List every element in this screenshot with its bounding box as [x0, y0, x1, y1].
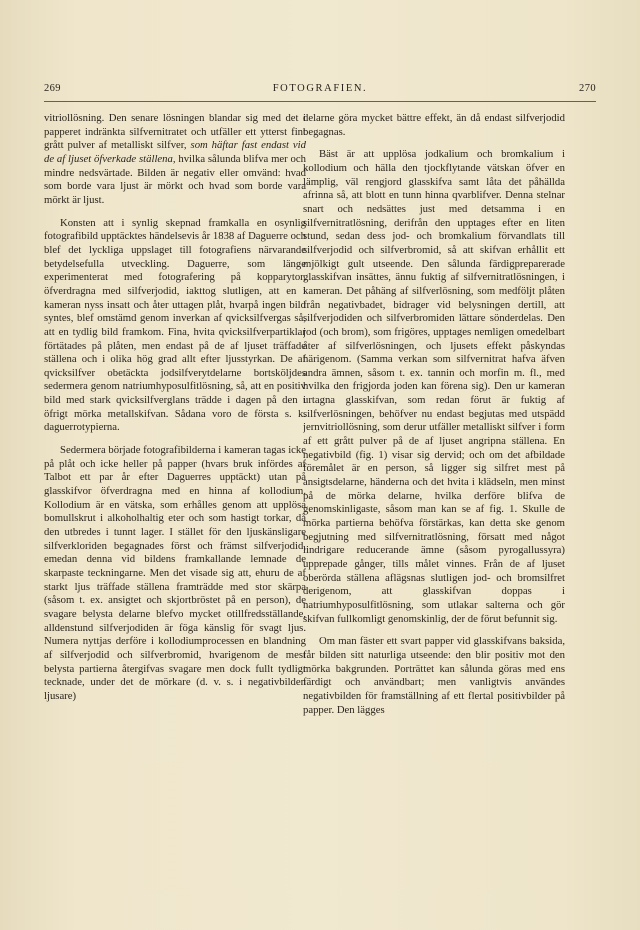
italic-phrase: som häftar fast endast vid de af ljuset öfverkade ställena, [44, 139, 306, 165]
paragraph: Sedermera började fotografibilderna i kameran tagas icke på plåt och icke heller på papper (hvars bruk infördes af Talbot ett par år efter Daguerres upptäckt) utan på glasskifvor öfverdragna med en hinna af kollodium. Kollodium är en vätska, som erhålles genom att upplösa bomullskrut i alkoholhaltig eter och som hastigt torkar, då den utbredes i tunnt lager. I stället för den ljuskänsligare silfverkloriden begagnades först och främst silfverjodid, emedan denna vid bildens framkallande lemnade de skarpaste teckningarne. Men det visade sig att, ehuru de af starkt ljus träffade ställena framträdde med stor skärpa (såsom t. ex. ansigtet och skjortbröstet på en person), de svagare belysta delarne blefvo mycket otillfredsställande, alldenstund silfverjodiden är föga känslig för svagt ljus. Numera nyttjas derföre i kollodiumprocessen en blandning af silfverjodid och silfverbromid, hvarigenom de mest belysta partierna återgifvas svagare men dock fullt tydligt tecknade, under det de mörkare (d. v. s. i negativbilden ljusare) [44, 444, 306, 702]
right-column [303, 112, 565, 902]
paragraph-text: hvilka sålunda blifva mer och mindre nedsvärtade. Bilden är negativ eller omvänd: hvad som borde vara ljust är mörkt och hvad som borde vara mörkt är ljust. [44, 152, 306, 206]
page-number-left: 269 [44, 83, 61, 94]
header-rule [44, 101, 596, 102]
left-column [44, 112, 306, 902]
paragraph [44, 112, 306, 208]
paragraph: Bäst är att upplösa jodkalium och bromkalium i kollodium och hälla den tjockflytande vätskan öfver en lämplig, väl rengjord glasskifva samt låta det påhällda afrinna så, att blott en tunn hinna qvarblifver. Denna stelnar snart och nedsättes just med detsamma i en silfvernitratlösning, derifrån den upptages efter en liten stund, sedan dess jod- och bromkalium förvandlats till silfverjodid och silfverbromid, så att skifvan erhållit ett mjölkigt gult utseende. Den sålunda färdigpreparerade glasskifvan insättes, ännu fuktig af silfvernitratlösningen, i kameran. Det påhäng af silfverlösning, som medföljt plåten från negativbadet, bidrager vid belysningen dertill, att silfverjodiden och silfverbromiden lättare sönderdelas. Den jod (och brom), som frigöres, upptages nemligen omedelbart åter af silfverlösningen, och ljusets effekt påskyndas härigenom. (Samma verkan som silfvernitrat hafva äfven andra ämnen, såsom t. ex. tannin och morfin m. fl., med hvilka den frigjorda joden kan förena sig). Den ur kameran urtagna glasskifvan, som redan förut är fuktig af silfverlösningen, behöfver nu endast begjutas med utspädd jernvitriollösning, som derur utfäller metalliskt silfver i form af ett grått pulver på de af ljuset angripna ställena. En negativbild (fig. 1) visar sig dervid; och om det afbildade föremålet är en person, så ligger sig silfret mest på ansigtsdelarne, händerna och det hvita i klädseln, men minst på de mörka delarne, hvilka derföre blifva de genomskinligaste, såsom man kan se af fig. 1. Skulle de mörka partierna behöfva förstärkas, kan detta ske genom begjutning med silfvernitratlösning, försatt med något lindrigare reducerande ämne (såsom pyrogallussyra) upprepade gånger, tills målet vinnes. Från de af ljuset oberörda ställena aflägsnas slutligen jod- och bromsilfret derigenom, att glasskifvan doppas i natriumhyposulfitlösning, som utlakar salterna och gör skifvan fullkomligt genomskinlig, der de förut befunnit sig. [303, 148, 565, 625]
page-number-right: 270 [579, 83, 596, 94]
paragraph: Om man fäster ett svart papper vid glasskifvans baksida, får bilden sitt naturliga utseende: den blir positiv mot den mörka bakgrunden. Porträttet kan sålunda göras med ens färdigt och användbart; men vanligtvis användes negativbilden för framställning af ett flertal positivbilder på papper. Den lägges [303, 635, 565, 716]
paragraph: delarne göra mycket bättre effekt, än då endast silfverjodid begagnas. [303, 112, 565, 138]
paragraph: Konsten att i synlig skepnad framkalla en osynlig fotografibild upptäcktes händelsevis år 1838 af Daguerre och blef det lyckliga uppslaget till fotografiens närvarande betydelsefulla utveckling. Daguerre, som länge experimenterat med fotografering på kopparytor, öfverdragna med silfverjodid, iakttog slutligen, att en i kameran nyss insatt och åter uttagen plåt, hvarpå ingen bild syntes, blef omstämd genom inverkan af qvicksilfvergas så, att en tydlig bild framkom. Fina, hvita qvicksilfverpartiklar förtätades på plåten, men endast på de af ljuset träffade ställena och i olika hög grad allt efter ljusstyrkan. De af qvicksilfver obetäckta jodsilfverytdelarne bortsköljdes sedermera genom natriumhyposulfitlösning, så, att en positiv bild med stark qvicksilfverglans trädde i dagen på den i öfrigt mörka metallskifvan. Sådana voro de första s. k. daguerrotypierna. [44, 216, 306, 434]
paragraph-text: vitriollösning. Den senare lösningen blandar sig med det i papperet indränkta silfvernitratet och utfäller ett ytterst fint grått pulver af metalliskt silfver, [44, 112, 306, 152]
running-title: FOTOGRAFIEN. [272, 83, 368, 94]
page-header [44, 83, 596, 99]
